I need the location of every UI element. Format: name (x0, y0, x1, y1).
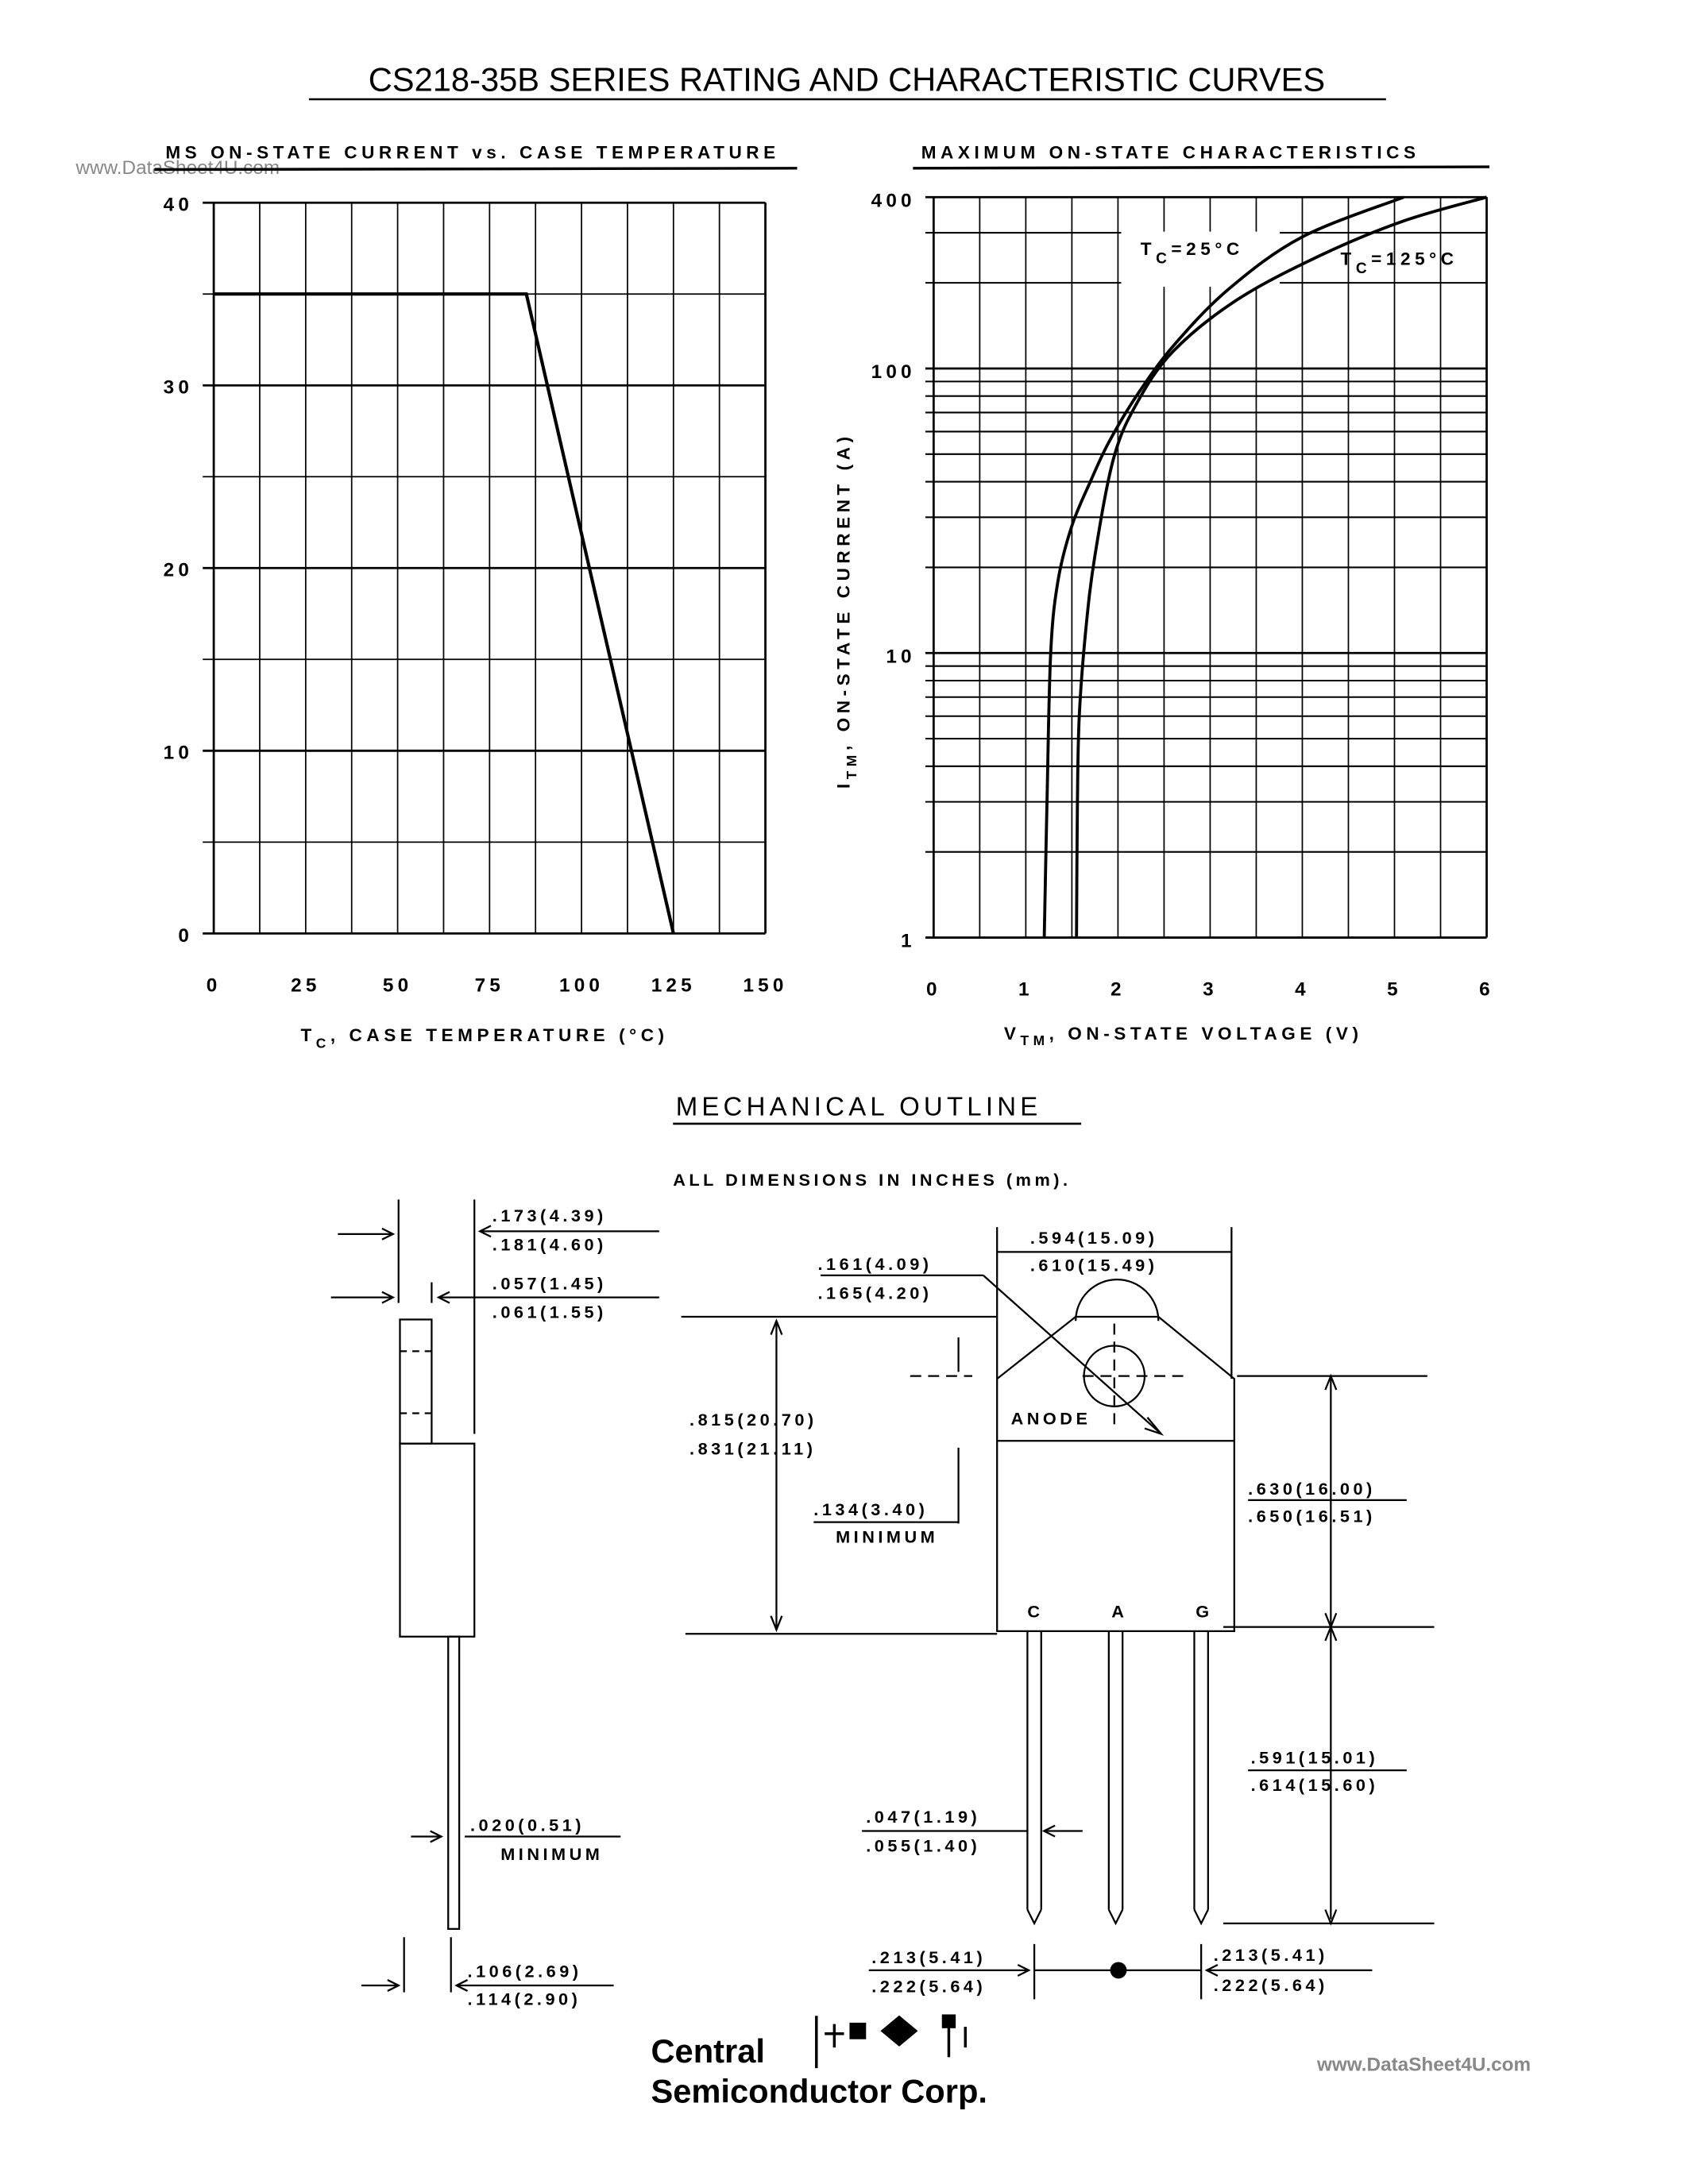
mechanical-title: MECHANICAL OUTLINE (675, 1091, 1042, 1121)
y-tick-label: 20 (163, 559, 194, 581)
dim-label: .213(5.41) (871, 1947, 987, 1968)
dim-label: .630(16.00) (1248, 1478, 1376, 1499)
dim-label: .591(15.01) (1250, 1747, 1379, 1768)
dim-label: .213(5.41) (1213, 1944, 1328, 1965)
dim-label: .831(21.11) (689, 1438, 817, 1459)
y-tick-label: 30 (163, 376, 194, 399)
dimension-labels (468, 1206, 1379, 2008)
pin-label-cathode: C (1027, 1601, 1044, 1622)
dim-label: .055(1.40) (866, 1835, 981, 1856)
dim-label: .114(2.90) (467, 1989, 581, 2009)
y-tick-label: 0 (178, 924, 194, 947)
chart2-title: MAXIMUM ON-STATE CHARACTERISTICS (921, 142, 1420, 163)
dim-label: .594(15.09) (1029, 1227, 1158, 1248)
legend-tc-125c: $T_C=125^\circ C$ (1340, 249, 1458, 277)
front-view-drawing (682, 1227, 1435, 1999)
dim-label: .614(15.60) (1250, 1775, 1379, 1796)
pin-label-anode: A (1111, 1601, 1128, 1622)
x-tick-label: 0 (206, 974, 222, 997)
x-tick-label: 50 (382, 974, 413, 997)
logo-line2: Semiconductor Corp. (651, 2072, 987, 2110)
y-tick-label: 400 (871, 190, 916, 212)
x-tick-label: 25 (291, 974, 321, 997)
chart-on-state-characteristics (833, 143, 1493, 1048)
dim-label: .057(1.45) (492, 1273, 607, 1294)
pin-label-gate: G (1196, 1601, 1213, 1622)
x-tick-label: 125 (651, 974, 696, 997)
x-tick-label: 3 (1203, 978, 1218, 1001)
dim-label: .134(3.40) (813, 1499, 929, 1519)
central-semiconductor-logo (651, 2016, 987, 2109)
chart1-title-underline (154, 168, 797, 170)
x-tick-label: 150 (743, 974, 788, 997)
y-tick-label: 10 (163, 742, 194, 764)
dim-label: .020(0.51) (470, 1815, 585, 1835)
x-tick-label: 2 (1111, 978, 1126, 1001)
watermark-bottom[interactable]: www.DataSheet4U.com (1316, 2054, 1532, 2076)
dim-label: .222(5.64) (1213, 1974, 1328, 1995)
mechanical-outline (331, 1092, 1435, 2009)
chart-current-vs-temperature (154, 143, 797, 1051)
y-tick-label: 40 (163, 194, 194, 216)
legend-tc-25c: $T_C=25^\circ C$ (1140, 239, 1244, 268)
dim-label: .165(4.20) (817, 1283, 933, 1303)
x-tick-label: 75 (474, 974, 505, 997)
chart1-xlabel: $T_C$, CASE TEMPERATURE (°C) (300, 1024, 669, 1051)
logo-transistor-icon (817, 2016, 966, 2068)
y-tick-label: 100 (871, 361, 916, 384)
x-tick-label: 1 (1018, 978, 1033, 1001)
pin-center-marker (1111, 1962, 1127, 1978)
chart2-title-underline (913, 167, 1489, 168)
chart2-ylabel: $I_{TM}$, ON-STATE CURRENT (A) (833, 432, 860, 789)
chart1-title: MS ON-STATE CURRENT vs. CASE TEMPERATURE (165, 142, 780, 163)
dim-label: .181(4.60) (492, 1234, 607, 1255)
dim-label: MINIMUM (500, 1844, 604, 1865)
watermark-top[interactable]: www.DataSheet4U.com (75, 156, 280, 179)
dimensions-note: ALL DIMENSIONS IN INCHES (mm). (673, 1170, 1072, 1190)
dim-label: MINIMUM (836, 1526, 939, 1547)
chart2-xlabel: $V_{TM}$, ON-STATE VOLTAGE (V) (1003, 1024, 1363, 1048)
page-title: CS218-35B SERIES RATING AND CHARACTERISTIC CURVES (368, 60, 1326, 98)
dim-label: .161(4.09) (817, 1253, 933, 1274)
x-tick-label: 0 (925, 978, 941, 1001)
dim-label: .047(1.19) (866, 1807, 981, 1827)
dim-label: .173(4.39) (492, 1206, 607, 1226)
dim-label: .106(2.69) (467, 1961, 582, 1981)
y-tick-label: 1 (901, 930, 916, 952)
x-tick-label: 5 (1387, 978, 1402, 1001)
dim-label: .222(5.64) (871, 1976, 987, 1997)
dim-label: .650(16.51) (1248, 1506, 1376, 1526)
dim-label: .610(15.49) (1029, 1255, 1158, 1275)
logo-line1: Central (651, 2032, 765, 2070)
x-tick-label: 6 (1479, 978, 1494, 1001)
dim-label: .815(20.70) (689, 1410, 817, 1430)
x-tick-label: 100 (558, 974, 605, 997)
anode-label: ANODE (1010, 1408, 1091, 1429)
dim-label: .061(1.55) (492, 1302, 607, 1322)
y-tick-label: 10 (886, 646, 916, 668)
x-tick-label: 4 (1295, 978, 1310, 1001)
